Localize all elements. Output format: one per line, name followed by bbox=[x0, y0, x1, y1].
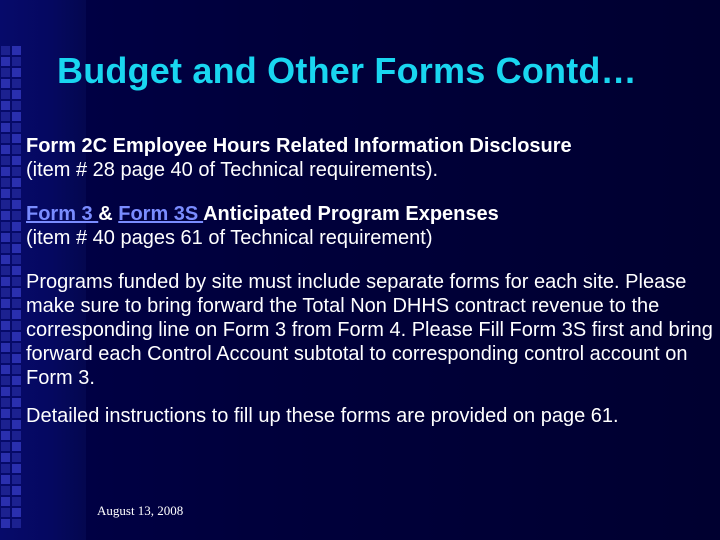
paragraph-site-instructions: Programs funded by site must include separate forms for each site. Please make sure to bring forward the Total Non DHHS contract revenue to the corresponding line on Form 3 from Form 4. Please Fill Form 3S first and bring forward each Control Account subtotal to corresponding control account on Form 3. bbox=[26, 271, 713, 389]
decorative-square bbox=[1, 464, 10, 473]
decorative-square bbox=[1, 68, 10, 77]
decorative-square bbox=[12, 244, 21, 253]
decorative-square bbox=[1, 233, 10, 242]
decorative-square bbox=[1, 222, 10, 231]
decorative-square bbox=[1, 57, 10, 66]
decorative-square bbox=[1, 299, 10, 308]
decorative-square bbox=[12, 321, 21, 330]
decorative-square bbox=[12, 486, 21, 495]
decorative-square bbox=[12, 222, 21, 231]
decorative-square bbox=[1, 310, 10, 319]
decorative-square bbox=[1, 431, 10, 440]
form-2c-heading: Form 2C Employee Hours Related Information Disclosure bbox=[26, 135, 572, 157]
decorative-square bbox=[1, 211, 10, 220]
decorative-square bbox=[1, 244, 10, 253]
decorative-square bbox=[12, 68, 21, 77]
decorative-square bbox=[12, 123, 21, 132]
decorative-square bbox=[1, 156, 10, 165]
decorative-square bbox=[1, 409, 10, 418]
decorative-square bbox=[12, 189, 21, 198]
decorative-square bbox=[1, 123, 10, 132]
decorative-square bbox=[1, 178, 10, 187]
decorative-square bbox=[12, 343, 21, 352]
decorative-square bbox=[12, 112, 21, 121]
decorative-square bbox=[12, 310, 21, 319]
decorative-square bbox=[1, 420, 10, 429]
paragraph-detailed-instructions: Detailed instructions to fill up these forms are provided on page 61. bbox=[26, 405, 619, 427]
decorative-square bbox=[12, 497, 21, 506]
decorative-square bbox=[12, 255, 21, 264]
decorative-square bbox=[1, 354, 10, 363]
decorative-square-column bbox=[1, 46, 21, 540]
decorative-square bbox=[1, 112, 10, 121]
decorative-square bbox=[12, 431, 21, 440]
decorative-square bbox=[1, 321, 10, 330]
decorative-square bbox=[12, 453, 21, 462]
decorative-square bbox=[12, 178, 21, 187]
decorative-square bbox=[1, 277, 10, 286]
decorative-square bbox=[12, 79, 21, 88]
decorative-square bbox=[12, 332, 21, 341]
decorative-square bbox=[12, 101, 21, 110]
decorative-square bbox=[1, 288, 10, 297]
decorative-square bbox=[12, 398, 21, 407]
decorative-square bbox=[12, 354, 21, 363]
decorative-square bbox=[1, 442, 10, 451]
form-3-heading-rest: Anticipated Program Expenses bbox=[203, 203, 499, 225]
decorative-square bbox=[12, 90, 21, 99]
form-3s-link[interactable]: Form 3S bbox=[118, 203, 204, 225]
slide-body bbox=[26, 134, 714, 448]
decorative-square bbox=[12, 156, 21, 165]
decorative-square bbox=[1, 46, 10, 55]
decorative-square bbox=[1, 508, 10, 517]
decorative-square bbox=[12, 200, 21, 209]
decorative-square bbox=[1, 200, 10, 209]
decorative-square bbox=[12, 519, 21, 528]
decorative-square bbox=[12, 288, 21, 297]
decorative-square bbox=[1, 90, 10, 99]
slide-title: Budget and Other Forms Contd… bbox=[57, 50, 637, 91]
decorative-square bbox=[12, 167, 21, 176]
decorative-square bbox=[1, 189, 10, 198]
decorative-square bbox=[12, 233, 21, 242]
decorative-square bbox=[12, 277, 21, 286]
decorative-square bbox=[1, 497, 10, 506]
paragraph-form-3 bbox=[26, 202, 714, 250]
decorative-square bbox=[1, 101, 10, 110]
decorative-square bbox=[1, 486, 10, 495]
decorative-square bbox=[12, 420, 21, 429]
decorative-square bbox=[1, 398, 10, 407]
decorative-square bbox=[1, 376, 10, 385]
decorative-square bbox=[12, 442, 21, 451]
decorative-square bbox=[1, 167, 10, 176]
decorative-square bbox=[1, 266, 10, 275]
decorative-square bbox=[1, 453, 10, 462]
form-2c-reference: (item # 28 page 40 of Technical requirements). bbox=[26, 159, 439, 181]
decorative-square bbox=[1, 475, 10, 484]
decorative-square bbox=[12, 46, 21, 55]
decorative-square bbox=[12, 299, 21, 308]
decorative-square bbox=[12, 365, 21, 374]
form-3-link[interactable]: Form 3 bbox=[26, 203, 99, 225]
decorative-square bbox=[1, 332, 10, 341]
decorative-square bbox=[12, 266, 21, 275]
decorative-square bbox=[12, 409, 21, 418]
decorative-square bbox=[12, 57, 21, 66]
decorative-square bbox=[1, 343, 10, 352]
decorative-square bbox=[1, 519, 10, 528]
decorative-square bbox=[12, 134, 21, 143]
decorative-square bbox=[12, 376, 21, 385]
form-3-reference: (item # 40 pages 61 of Technical requirement) bbox=[26, 227, 433, 249]
decorative-square bbox=[12, 387, 21, 396]
decorative-square bbox=[1, 134, 10, 143]
paragraph-form-2c bbox=[26, 134, 714, 182]
footer-date: August 13, 2008 bbox=[97, 503, 184, 518]
decorative-square bbox=[1, 365, 10, 374]
decorative-square bbox=[12, 464, 21, 473]
decorative-square bbox=[12, 211, 21, 220]
ampersand: & bbox=[98, 203, 119, 225]
decorative-square bbox=[1, 145, 10, 154]
decorative-square bbox=[12, 475, 21, 484]
decorative-square bbox=[12, 145, 21, 154]
decorative-square bbox=[1, 387, 10, 396]
decorative-square bbox=[1, 255, 10, 264]
decorative-square bbox=[12, 508, 21, 517]
decorative-square bbox=[1, 79, 10, 88]
